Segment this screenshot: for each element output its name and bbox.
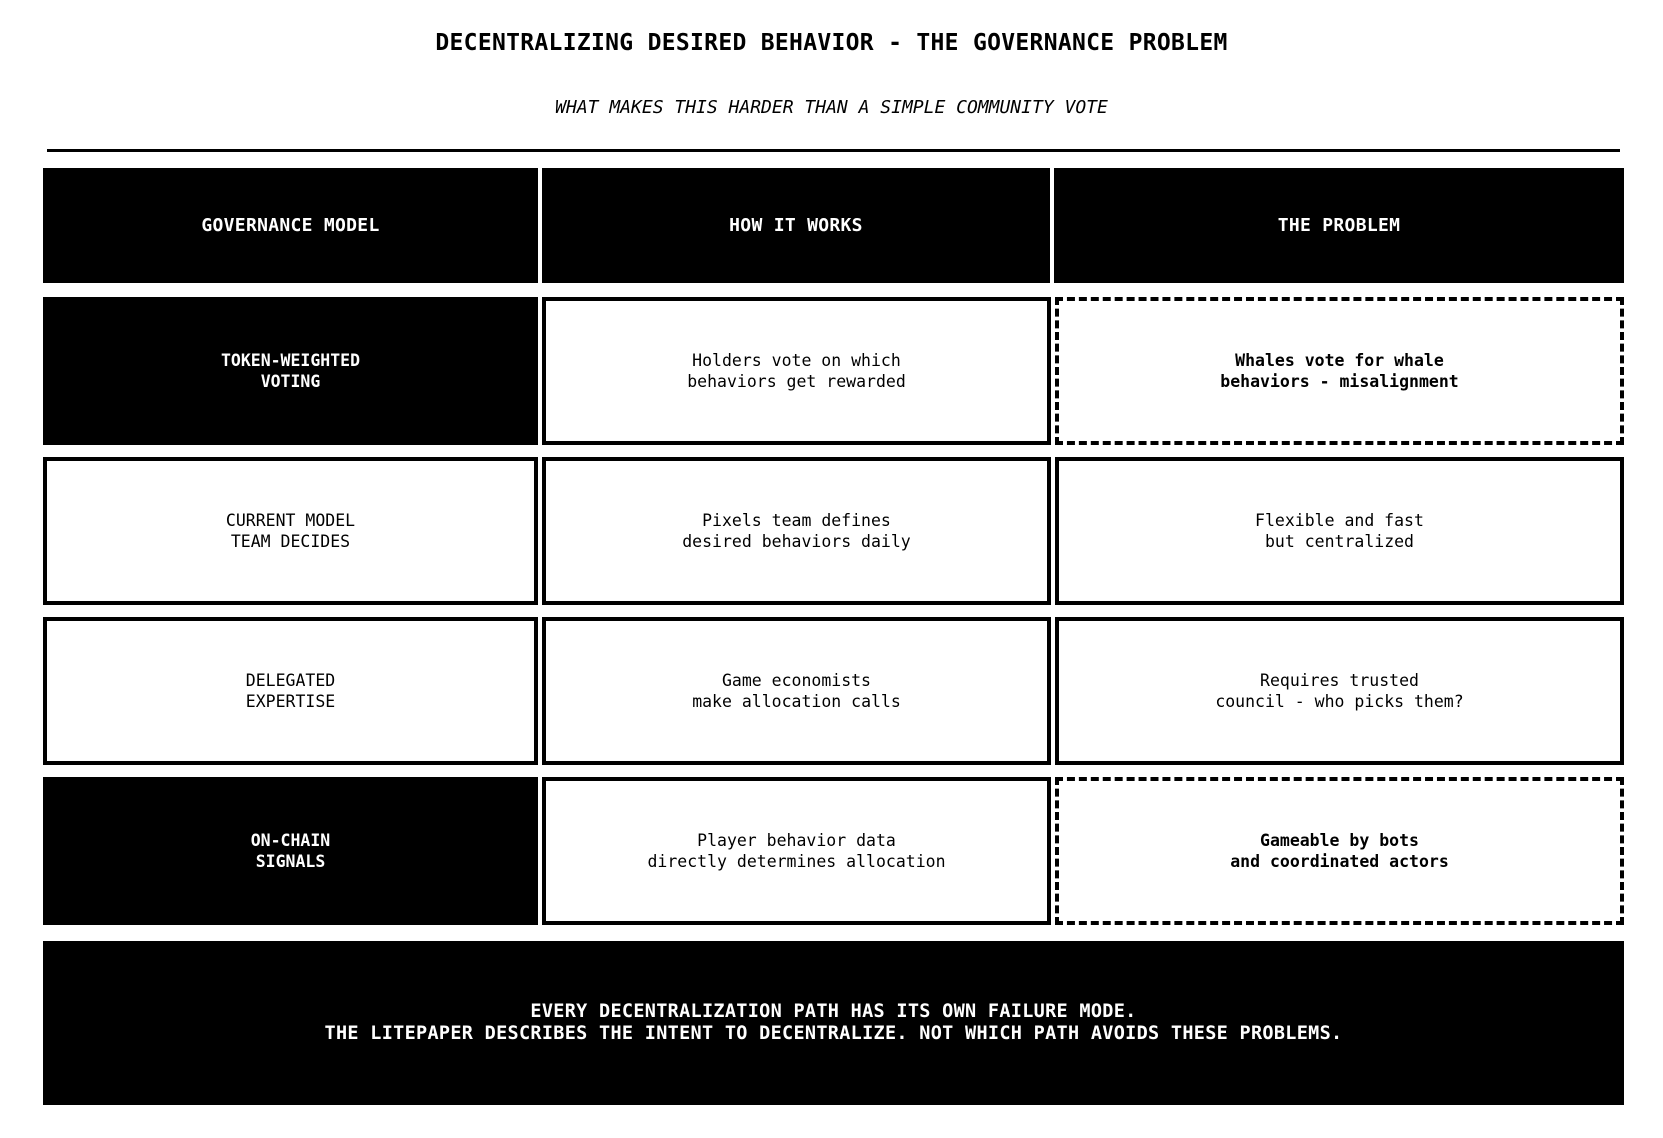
problem-delegated-expertise: Requires trusted council - who picks them? [1055,617,1624,765]
how-delegated-expertise: Game economists make allocation calls [542,617,1051,765]
model-token-weighted-voting: TOKEN-WEIGHTED VOTING [43,297,538,445]
page-title: DECENTRALIZING DESIRED BEHAVIOR - THE GOVERNANCE PROBLEM [435,30,1228,56]
footer-line-2: THE LITEPAPER DESCRIBES THE INTENT TO DECENTRALIZE. NOT WHICH PATH AVOIDS THESE PROBLEMS. [324,1023,1343,1044]
problem-on-chain-signals: Gameable by bots and coordinated actors [1055,777,1624,925]
how-token-weighted-voting: Holders vote on which behaviors get rewarded [542,297,1051,445]
page-subtitle: WHAT MAKES THIS HARDER THAN A SIMPLE COMMUNITY VOTE [555,97,1108,118]
header-the-problem: THE PROBLEM [1054,168,1624,283]
model-current-model: CURRENT MODEL TEAM DECIDES [43,457,538,605]
header-governance-model: GOVERNANCE MODEL [43,168,538,283]
problem-token-weighted-voting: Whales vote for whale behaviors - misalignment [1055,297,1624,445]
footer-line-1: EVERY DECENTRALIZATION PATH HAS ITS OWN FAILURE MODE. [530,1001,1137,1022]
model-on-chain-signals: ON-CHAIN SIGNALS [43,777,538,925]
problem-current-model: Flexible and fast but centralized [1055,457,1624,605]
how-on-chain-signals: Player behavior data directly determines allocation [542,777,1051,925]
footer-banner [43,941,1624,1105]
header-how-it-works: HOW IT WORKS [542,168,1050,283]
title-divider [47,149,1620,152]
how-current-model: Pixels team defines desired behaviors daily [542,457,1051,605]
model-delegated-expertise: DELEGATED EXPERTISE [43,617,538,765]
